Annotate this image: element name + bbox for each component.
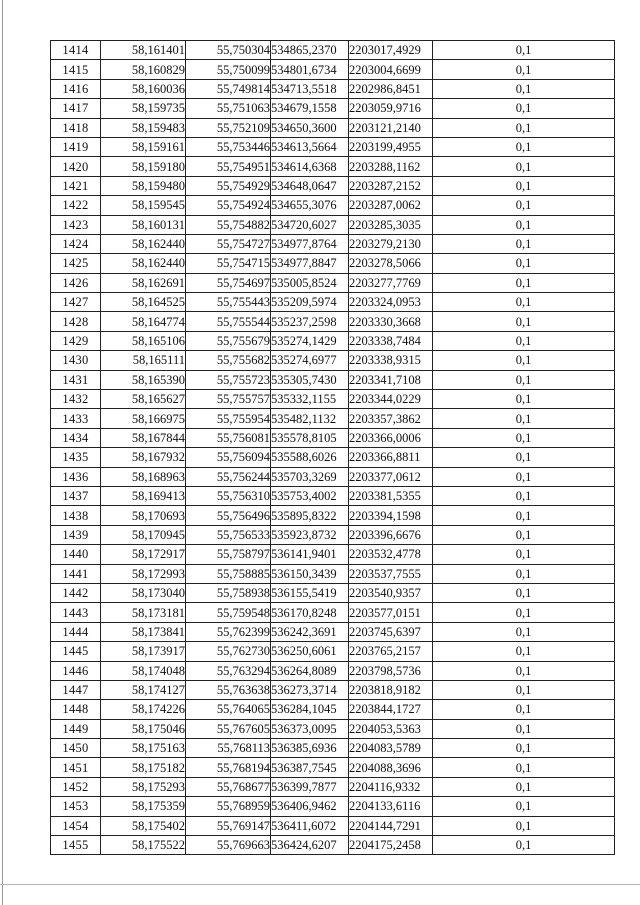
table-row <box>51 370 615 389</box>
accuracy-cell: 0,1 <box>433 719 615 738</box>
latitude-cell: 58,174226 <box>101 700 186 719</box>
latitude-cell: 58,170693 <box>101 506 186 525</box>
point-number-cell: 1449 <box>51 719 101 738</box>
accuracy-cell: 0,1 <box>433 622 615 641</box>
table-row <box>51 254 615 273</box>
table-row <box>51 312 615 331</box>
table-row <box>51 680 615 699</box>
longitude-cell: 55,752109 <box>186 118 271 137</box>
table-row <box>51 777 615 796</box>
accuracy-cell: 0,1 <box>433 41 615 60</box>
point-number-cell: 1423 <box>51 215 101 234</box>
y-coordinate-cell: 2203394,1598 <box>349 506 433 525</box>
latitude-cell: 58,173040 <box>101 583 186 602</box>
point-number-cell: 1415 <box>51 60 101 79</box>
longitude-cell: 55,762730 <box>186 642 271 661</box>
table-row <box>51 215 615 234</box>
y-coordinate-cell: 2203277,7769 <box>349 273 433 292</box>
latitude-cell: 58,173917 <box>101 642 186 661</box>
point-number-cell: 1440 <box>51 545 101 564</box>
longitude-cell: 55,758885 <box>186 564 271 583</box>
point-number-cell: 1421 <box>51 176 101 195</box>
accuracy-cell: 0,1 <box>433 118 615 137</box>
x-coordinate-cell: 535578,8105 <box>271 428 349 447</box>
point-number-cell: 1419 <box>51 137 101 156</box>
point-number-cell: 1455 <box>51 836 101 855</box>
accuracy-cell: 0,1 <box>433 603 615 622</box>
accuracy-cell: 0,1 <box>433 700 615 719</box>
y-coordinate-cell: 2204116,9332 <box>349 777 433 796</box>
latitude-cell: 58,175293 <box>101 777 186 796</box>
longitude-cell: 55,754882 <box>186 215 271 234</box>
accuracy-cell: 0,1 <box>433 60 615 79</box>
x-coordinate-cell: 534655,3076 <box>271 196 349 215</box>
latitude-cell: 58,160829 <box>101 60 186 79</box>
x-coordinate-cell: 534865,2370 <box>271 41 349 60</box>
table-row <box>51 603 615 622</box>
x-coordinate-cell: 536155,5419 <box>271 583 349 602</box>
point-number-cell: 1448 <box>51 700 101 719</box>
y-coordinate-cell: 2203366,8811 <box>349 448 433 467</box>
longitude-cell: 55,755544 <box>186 312 271 331</box>
point-number-cell: 1437 <box>51 486 101 505</box>
point-number-cell: 1435 <box>51 448 101 467</box>
longitude-cell: 55,756094 <box>186 448 271 467</box>
y-coordinate-cell: 2203059,9716 <box>349 99 433 118</box>
x-coordinate-cell: 536373,0095 <box>271 719 349 738</box>
accuracy-cell: 0,1 <box>433 370 615 389</box>
x-coordinate-cell: 535274,1429 <box>271 331 349 350</box>
latitude-cell: 58,165106 <box>101 331 186 350</box>
latitude-cell: 58,159180 <box>101 157 186 176</box>
accuracy-cell: 0,1 <box>433 215 615 234</box>
longitude-cell: 55,755679 <box>186 331 271 350</box>
x-coordinate-cell: 534713,5518 <box>271 79 349 98</box>
longitude-cell: 55,755757 <box>186 390 271 409</box>
y-coordinate-cell: 2203287,2152 <box>349 176 433 195</box>
y-coordinate-cell: 2203357,3862 <box>349 409 433 428</box>
y-coordinate-cell: 2203798,5736 <box>349 661 433 680</box>
accuracy-cell: 0,1 <box>433 797 615 816</box>
scan-left-edge <box>2 0 3 905</box>
latitude-cell: 58,175522 <box>101 836 186 855</box>
table-row <box>51 836 615 855</box>
point-number-cell: 1417 <box>51 99 101 118</box>
accuracy-cell: 0,1 <box>433 525 615 544</box>
point-number-cell: 1441 <box>51 564 101 583</box>
y-coordinate-cell: 2203341,7108 <box>349 370 433 389</box>
longitude-cell: 55,768113 <box>186 739 271 758</box>
x-coordinate-cell: 536424,6207 <box>271 836 349 855</box>
point-number-cell: 1425 <box>51 254 101 273</box>
point-number-cell: 1429 <box>51 331 101 350</box>
accuracy-cell: 0,1 <box>433 448 615 467</box>
y-coordinate-cell: 2203532,4778 <box>349 545 433 564</box>
longitude-cell: 55,754924 <box>186 196 271 215</box>
table-row <box>51 157 615 176</box>
y-coordinate-cell: 2204083,5789 <box>349 739 433 758</box>
latitude-cell: 58,167844 <box>101 428 186 447</box>
x-coordinate-cell: 536385,6936 <box>271 739 349 758</box>
longitude-cell: 55,750099 <box>186 60 271 79</box>
table-row <box>51 41 615 60</box>
y-coordinate-cell: 2203381,5355 <box>349 486 433 505</box>
table-row <box>51 428 615 447</box>
latitude-cell: 58,173181 <box>101 603 186 622</box>
x-coordinate-cell: 535923,8732 <box>271 525 349 544</box>
longitude-cell: 55,755443 <box>186 293 271 312</box>
y-coordinate-cell: 2204053,5363 <box>349 719 433 738</box>
x-coordinate-cell: 534613,5664 <box>271 137 349 156</box>
table-row <box>51 739 615 758</box>
latitude-cell: 58,175046 <box>101 719 186 738</box>
table-row <box>51 390 615 409</box>
latitude-cell: 58,167932 <box>101 448 186 467</box>
point-number-cell: 1451 <box>51 758 101 777</box>
accuracy-cell: 0,1 <box>433 564 615 583</box>
y-coordinate-cell: 2203396,6676 <box>349 525 433 544</box>
accuracy-cell: 0,1 <box>433 196 615 215</box>
longitude-cell: 55,756081 <box>186 428 271 447</box>
point-number-cell: 1443 <box>51 603 101 622</box>
point-number-cell: 1452 <box>51 777 101 796</box>
longitude-cell: 55,768194 <box>186 758 271 777</box>
accuracy-cell: 0,1 <box>433 99 615 118</box>
latitude-cell: 58,175359 <box>101 797 186 816</box>
latitude-cell: 58,161401 <box>101 41 186 60</box>
longitude-cell: 55,753446 <box>186 137 271 156</box>
point-number-cell: 1442 <box>51 583 101 602</box>
longitude-cell: 55,749814 <box>186 79 271 98</box>
accuracy-cell: 0,1 <box>433 79 615 98</box>
latitude-cell: 58,165111 <box>101 351 186 370</box>
x-coordinate-cell: 534679,1558 <box>271 99 349 118</box>
longitude-cell: 55,755723 <box>186 370 271 389</box>
table-row <box>51 816 615 835</box>
accuracy-cell: 0,1 <box>433 331 615 350</box>
latitude-cell: 58,175163 <box>101 739 186 758</box>
x-coordinate-cell: 535332,1155 <box>271 390 349 409</box>
y-coordinate-cell: 2204175,2458 <box>349 836 433 855</box>
accuracy-cell: 0,1 <box>433 583 615 602</box>
x-coordinate-cell: 535305,7430 <box>271 370 349 389</box>
table-row <box>51 234 615 253</box>
x-coordinate-cell: 535482,1132 <box>271 409 349 428</box>
table-row <box>51 331 615 350</box>
y-coordinate-cell: 2204144,7291 <box>349 816 433 835</box>
point-number-cell: 1445 <box>51 642 101 661</box>
longitude-cell: 55,756496 <box>186 506 271 525</box>
accuracy-cell: 0,1 <box>433 409 615 428</box>
latitude-cell: 58,175402 <box>101 816 186 835</box>
table-row <box>51 700 615 719</box>
x-coordinate-cell: 534720,6027 <box>271 215 349 234</box>
longitude-cell: 55,758797 <box>186 545 271 564</box>
point-number-cell: 1431 <box>51 370 101 389</box>
latitude-cell: 58,159161 <box>101 137 186 156</box>
table-row <box>51 719 615 738</box>
x-coordinate-cell: 536264,8089 <box>271 661 349 680</box>
table-row <box>51 486 615 505</box>
longitude-cell: 55,762399 <box>186 622 271 641</box>
longitude-cell: 55,763638 <box>186 680 271 699</box>
table-row <box>51 797 615 816</box>
coordinates-table-body <box>51 41 615 855</box>
point-number-cell: 1433 <box>51 409 101 428</box>
y-coordinate-cell: 2203540,9357 <box>349 583 433 602</box>
point-number-cell: 1430 <box>51 351 101 370</box>
accuracy-cell: 0,1 <box>433 273 615 292</box>
x-coordinate-cell: 534977,8847 <box>271 254 349 273</box>
x-coordinate-cell: 536141,9401 <box>271 545 349 564</box>
accuracy-cell: 0,1 <box>433 157 615 176</box>
latitude-cell: 58,159483 <box>101 118 186 137</box>
x-coordinate-cell: 535237,2598 <box>271 312 349 331</box>
latitude-cell: 58,165390 <box>101 370 186 389</box>
accuracy-cell: 0,1 <box>433 428 615 447</box>
table-row <box>51 583 615 602</box>
longitude-cell: 55,754727 <box>186 234 271 253</box>
longitude-cell: 55,758938 <box>186 583 271 602</box>
latitude-cell: 58,160131 <box>101 215 186 234</box>
longitude-cell: 55,755954 <box>186 409 271 428</box>
accuracy-cell: 0,1 <box>433 351 615 370</box>
latitude-cell: 58,165627 <box>101 390 186 409</box>
latitude-cell: 58,164525 <box>101 293 186 312</box>
table-row <box>51 467 615 486</box>
table-row <box>51 642 615 661</box>
accuracy-cell: 0,1 <box>433 467 615 486</box>
y-coordinate-cell: 2203844,1727 <box>349 700 433 719</box>
accuracy-cell: 0,1 <box>433 545 615 564</box>
x-coordinate-cell: 535895,8322 <box>271 506 349 525</box>
accuracy-cell: 0,1 <box>433 777 615 796</box>
table-row <box>51 622 615 641</box>
accuracy-cell: 0,1 <box>433 254 615 273</box>
x-coordinate-cell: 536411,6072 <box>271 816 349 835</box>
longitude-cell: 55,754697 <box>186 273 271 292</box>
longitude-cell: 55,754929 <box>186 176 271 195</box>
longitude-cell: 55,767605 <box>186 719 271 738</box>
table-row <box>51 137 615 156</box>
accuracy-cell: 0,1 <box>433 137 615 156</box>
x-coordinate-cell: 536399,7877 <box>271 777 349 796</box>
table-row <box>51 448 615 467</box>
x-coordinate-cell: 534801,6734 <box>271 60 349 79</box>
longitude-cell: 55,768959 <box>186 797 271 816</box>
table-row <box>51 60 615 79</box>
table-row <box>51 273 615 292</box>
accuracy-cell: 0,1 <box>433 486 615 505</box>
y-coordinate-cell: 2203121,2140 <box>349 118 433 137</box>
latitude-cell: 58,174127 <box>101 680 186 699</box>
point-number-cell: 1444 <box>51 622 101 641</box>
x-coordinate-cell: 534614,6368 <box>271 157 349 176</box>
latitude-cell: 58,164774 <box>101 312 186 331</box>
longitude-cell: 55,763294 <box>186 661 271 680</box>
y-coordinate-cell: 2203285,3035 <box>349 215 433 234</box>
y-coordinate-cell: 2203366,0006 <box>349 428 433 447</box>
x-coordinate-cell: 536406,9462 <box>271 797 349 816</box>
y-coordinate-cell: 2204088,3696 <box>349 758 433 777</box>
longitude-cell: 55,751063 <box>186 99 271 118</box>
y-coordinate-cell: 2203288,1162 <box>349 157 433 176</box>
longitude-cell: 55,764065 <box>186 700 271 719</box>
point-number-cell: 1453 <box>51 797 101 816</box>
y-coordinate-cell: 2203287,0062 <box>349 196 433 215</box>
point-number-cell: 1454 <box>51 816 101 835</box>
accuracy-cell: 0,1 <box>433 506 615 525</box>
point-number-cell: 1438 <box>51 506 101 525</box>
y-coordinate-cell: 2203818,9182 <box>349 680 433 699</box>
table-row <box>51 661 615 680</box>
longitude-cell: 55,750304 <box>186 41 271 60</box>
latitude-cell: 58,160036 <box>101 79 186 98</box>
x-coordinate-cell: 536170,8248 <box>271 603 349 622</box>
point-number-cell: 1439 <box>51 525 101 544</box>
point-number-cell: 1434 <box>51 428 101 447</box>
y-coordinate-cell: 2203344,0229 <box>349 390 433 409</box>
latitude-cell: 58,169413 <box>101 486 186 505</box>
x-coordinate-cell: 536250,6061 <box>271 642 349 661</box>
table-row <box>51 758 615 777</box>
y-coordinate-cell: 2204133,6116 <box>349 797 433 816</box>
y-coordinate-cell: 2203577,0151 <box>349 603 433 622</box>
y-coordinate-cell: 2202986,8451 <box>349 79 433 98</box>
latitude-cell: 58,162440 <box>101 234 186 253</box>
table-row <box>51 545 615 564</box>
x-coordinate-cell: 535209,5974 <box>271 293 349 312</box>
longitude-cell: 55,754715 <box>186 254 271 273</box>
longitude-cell: 55,756244 <box>186 467 271 486</box>
table-row <box>51 351 615 370</box>
latitude-cell: 58,172993 <box>101 564 186 583</box>
point-number-cell: 1426 <box>51 273 101 292</box>
y-coordinate-cell: 2203278,5066 <box>349 254 433 273</box>
table-row <box>51 293 615 312</box>
y-coordinate-cell: 2203338,7484 <box>349 331 433 350</box>
accuracy-cell: 0,1 <box>433 293 615 312</box>
x-coordinate-cell: 535005,8524 <box>271 273 349 292</box>
y-coordinate-cell: 2203330,3668 <box>349 312 433 331</box>
x-coordinate-cell: 535703,3269 <box>271 467 349 486</box>
y-coordinate-cell: 2203279,2130 <box>349 234 433 253</box>
table-row <box>51 564 615 583</box>
table-row <box>51 409 615 428</box>
point-number-cell: 1414 <box>51 41 101 60</box>
x-coordinate-cell: 536150,3439 <box>271 564 349 583</box>
y-coordinate-cell: 2203537,7555 <box>349 564 433 583</box>
accuracy-cell: 0,1 <box>433 739 615 758</box>
point-number-cell: 1416 <box>51 79 101 98</box>
latitude-cell: 58,173841 <box>101 622 186 641</box>
longitude-cell: 55,768677 <box>186 777 271 796</box>
point-number-cell: 1446 <box>51 661 101 680</box>
latitude-cell: 58,175182 <box>101 758 186 777</box>
accuracy-cell: 0,1 <box>433 234 615 253</box>
latitude-cell: 58,162440 <box>101 254 186 273</box>
coordinates-table <box>50 40 615 855</box>
point-number-cell: 1427 <box>51 293 101 312</box>
y-coordinate-cell: 2203765,2157 <box>349 642 433 661</box>
x-coordinate-cell: 536273,3714 <box>271 680 349 699</box>
table-row <box>51 196 615 215</box>
longitude-cell: 55,769147 <box>186 816 271 835</box>
accuracy-cell: 0,1 <box>433 642 615 661</box>
y-coordinate-cell: 2203199,4955 <box>349 137 433 156</box>
table-row <box>51 176 615 195</box>
latitude-cell: 58,162691 <box>101 273 186 292</box>
scan-bottom-rule <box>0 884 640 885</box>
table-row <box>51 525 615 544</box>
longitude-cell: 55,759548 <box>186 603 271 622</box>
x-coordinate-cell: 534977,8764 <box>271 234 349 253</box>
point-number-cell: 1418 <box>51 118 101 137</box>
point-number-cell: 1436 <box>51 467 101 486</box>
point-number-cell: 1447 <box>51 680 101 699</box>
x-coordinate-cell: 534650,3600 <box>271 118 349 137</box>
accuracy-cell: 0,1 <box>433 176 615 195</box>
x-coordinate-cell: 535274,6977 <box>271 351 349 370</box>
y-coordinate-cell: 2203338,9315 <box>349 351 433 370</box>
accuracy-cell: 0,1 <box>433 680 615 699</box>
point-number-cell: 1420 <box>51 157 101 176</box>
table-row <box>51 99 615 118</box>
x-coordinate-cell: 535588,6026 <box>271 448 349 467</box>
point-number-cell: 1424 <box>51 234 101 253</box>
accuracy-cell: 0,1 <box>433 836 615 855</box>
y-coordinate-cell: 2203745,6397 <box>349 622 433 641</box>
accuracy-cell: 0,1 <box>433 816 615 835</box>
x-coordinate-cell: 535753,4002 <box>271 486 349 505</box>
latitude-cell: 58,159480 <box>101 176 186 195</box>
point-number-cell: 1428 <box>51 312 101 331</box>
table-row <box>51 506 615 525</box>
latitude-cell: 58,159545 <box>101 196 186 215</box>
y-coordinate-cell: 2203377,0612 <box>349 467 433 486</box>
table-row <box>51 118 615 137</box>
latitude-cell: 58,159735 <box>101 99 186 118</box>
x-coordinate-cell: 536242,3691 <box>271 622 349 641</box>
accuracy-cell: 0,1 <box>433 390 615 409</box>
accuracy-cell: 0,1 <box>433 312 615 331</box>
x-coordinate-cell: 534648,0647 <box>271 176 349 195</box>
longitude-cell: 55,769663 <box>186 836 271 855</box>
x-coordinate-cell: 536387,7545 <box>271 758 349 777</box>
longitude-cell: 55,755682 <box>186 351 271 370</box>
longitude-cell: 55,754951 <box>186 157 271 176</box>
longitude-cell: 55,756533 <box>186 525 271 544</box>
latitude-cell: 58,166975 <box>101 409 186 428</box>
accuracy-cell: 0,1 <box>433 661 615 680</box>
y-coordinate-cell: 2203324,0953 <box>349 293 433 312</box>
point-number-cell: 1450 <box>51 739 101 758</box>
latitude-cell: 58,168963 <box>101 467 186 486</box>
point-number-cell: 1422 <box>51 196 101 215</box>
point-number-cell: 1432 <box>51 390 101 409</box>
longitude-cell: 55,756310 <box>186 486 271 505</box>
y-coordinate-cell: 2203004,6699 <box>349 60 433 79</box>
latitude-cell: 58,172917 <box>101 545 186 564</box>
x-coordinate-cell: 536284,1045 <box>271 700 349 719</box>
latitude-cell: 58,170945 <box>101 525 186 544</box>
y-coordinate-cell: 2203017,4929 <box>349 41 433 60</box>
latitude-cell: 58,174048 <box>101 661 186 680</box>
accuracy-cell: 0,1 <box>433 758 615 777</box>
table-row <box>51 79 615 98</box>
